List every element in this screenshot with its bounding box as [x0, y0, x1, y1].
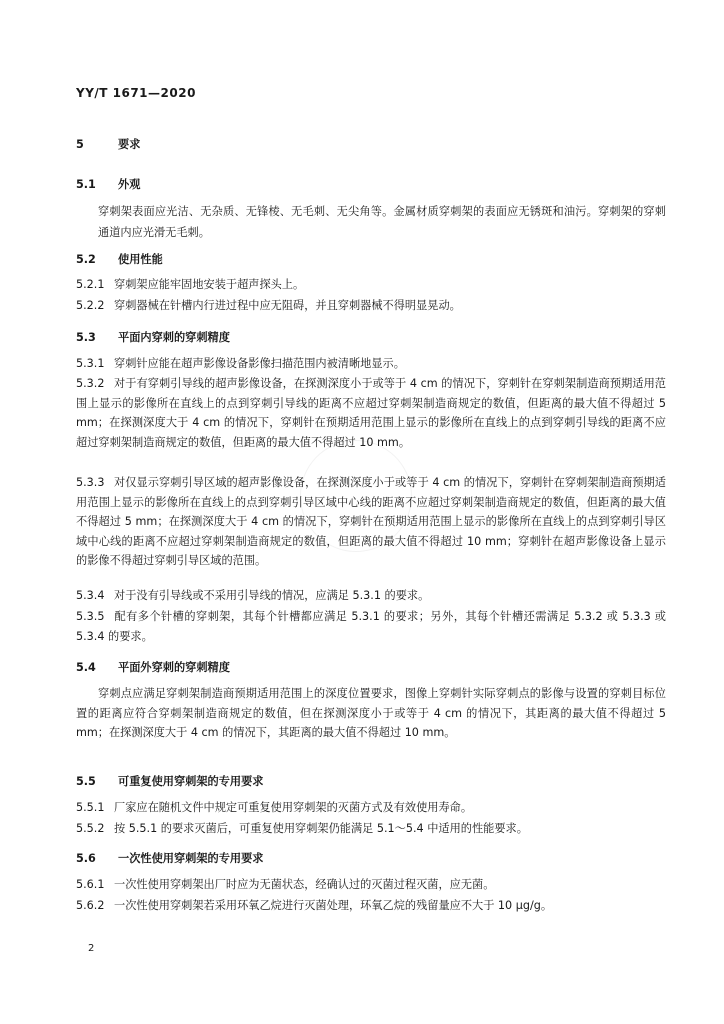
clause-5-3-5: 5.3.5 配有多个针槽的穿刺架，其每个针槽都应满足 5.3.1 的要求；另外，其每个针槽还需满足 5.3.2 或 5.3.3 或 5.3.4 的要求。	[76, 610, 666, 643]
clause-5-3-3: 5.3.3 对仅显示穿刺引导区域的超声影像设备，在探测深度小于或等于 4 cm 的情况下，穿刺针在穿刺架制造商预期适用范围上显示的影像所在直线上的点到穿刺引导区域中心线的距离不应超过穿刺架制造商规定的数值，但距离的最大值不得超过 5 mm；在探测深度大于 4 cm 的情况下，穿刺针在预期适用范围上显示的影像所在直线上的点到穿刺引导区域中心线的距离不应超过穿刺架制造商规定的数值，但距离的最大值不得超过 10 mm；穿刺针在超声影像设备上显示的影像不得超过穿刺引导区域的范围。	[76, 476, 666, 568]
section-5-heading: 5 要求	[76, 138, 141, 151]
section-5-4-heading: 5.4 平面外穿刺的穿刺精度	[76, 661, 230, 674]
clause-5-5-1: 5.5.1 厂家应在随机文件中规定可重复使用穿刺架的灭菌方式及有效使用寿命。	[76, 801, 473, 814]
page-number: 2	[88, 943, 95, 954]
standard-code: YY/T 1671—2020	[76, 86, 196, 100]
clause-5-3-4: 5.3.4 对于没有引导线或不采用引导线的情况，应满足 5.3.1 的要求。	[76, 589, 430, 602]
clause-5-6-1: 5.6.1 一次性使用穿刺架出厂时应为无菌状态，经确认过的灭菌过程灭菌，应无菌。	[76, 878, 495, 891]
section-5-1-heading: 5.1 外观	[76, 178, 141, 191]
section-5-3-heading: 5.3 平面内穿刺的穿刺精度	[76, 331, 230, 344]
section-5-6-heading: 5.6 一次性使用穿刺架的专用要求	[76, 852, 264, 865]
section-5-5-heading: 5.5 可重复使用穿刺架的专用要求	[76, 775, 264, 788]
clause-5-5-2: 5.5.2 按 5.5.1 的要求灭菌后，可重复使用穿刺架仍能满足 5.1～5.4 中适用的性能要求。	[76, 822, 528, 835]
section-5-2-heading: 5.2 使用性能	[76, 253, 163, 266]
clause-5-3-2: 5.3.2 对于有穿刺引导线的超声影像设备，在探测深度小于或等于 4 cm 的情况下，穿刺针在穿刺架制造商预期适用范围上显示的影像所在直线上的点到穿刺引导线的距离不应超过穿刺架制造商规定的数值，但距离的最大值不得超过 5 mm；在探测深度大于 4 cm 的情况下，穿刺针在预期适用范围上显示的影像所在直线上的点到穿刺引导线的距离不应超过穿刺架制造商规定的数值，但距离的最大值不得超过 10 mm。	[76, 377, 666, 449]
clause-5-3-1: 5.3.1 穿刺针应能在超声影像设备影像扫描范围内被清晰地显示。	[76, 357, 405, 370]
section-5-1-paragraph: 穿刺架表面应光洁、无杂质、无锋棱、无毛刺、无尖角等。金属材质穿刺架的表面应无锈斑和油污。穿刺架的穿刺通道内应光滑无毛刺。	[98, 205, 666, 239]
clause-5-2-1: 5.2.1 穿刺架应能牢固地安装于超声探头上。	[76, 278, 305, 291]
section-5-4-paragraph: 穿刺点应满足穿刺架制造商预期适用范围上的深度位置要求，图像上穿刺针实际穿刺点的影像与设置的穿刺目标位置的距离应符合穿刺架制造商规定的数值，但在探测深度小于或等于 4 cm 的情况下，其距离的最大值不得超过 5 mm；在探测深度大于 4 cm 的情况下，其距离的最大值不得超过 10 mm。	[76, 687, 666, 740]
clause-5-2-2: 5.2.2 穿刺器械在针槽内行进过程中应无阻碍，并且穿刺器械不得明显晃动。	[76, 299, 461, 312]
clause-5-6-2: 5.6.2 一次性使用穿刺架若采用环氧乙烷进行灭菌处理，环氧乙烷的残留量应不大于 10 μg/g。	[76, 899, 553, 912]
